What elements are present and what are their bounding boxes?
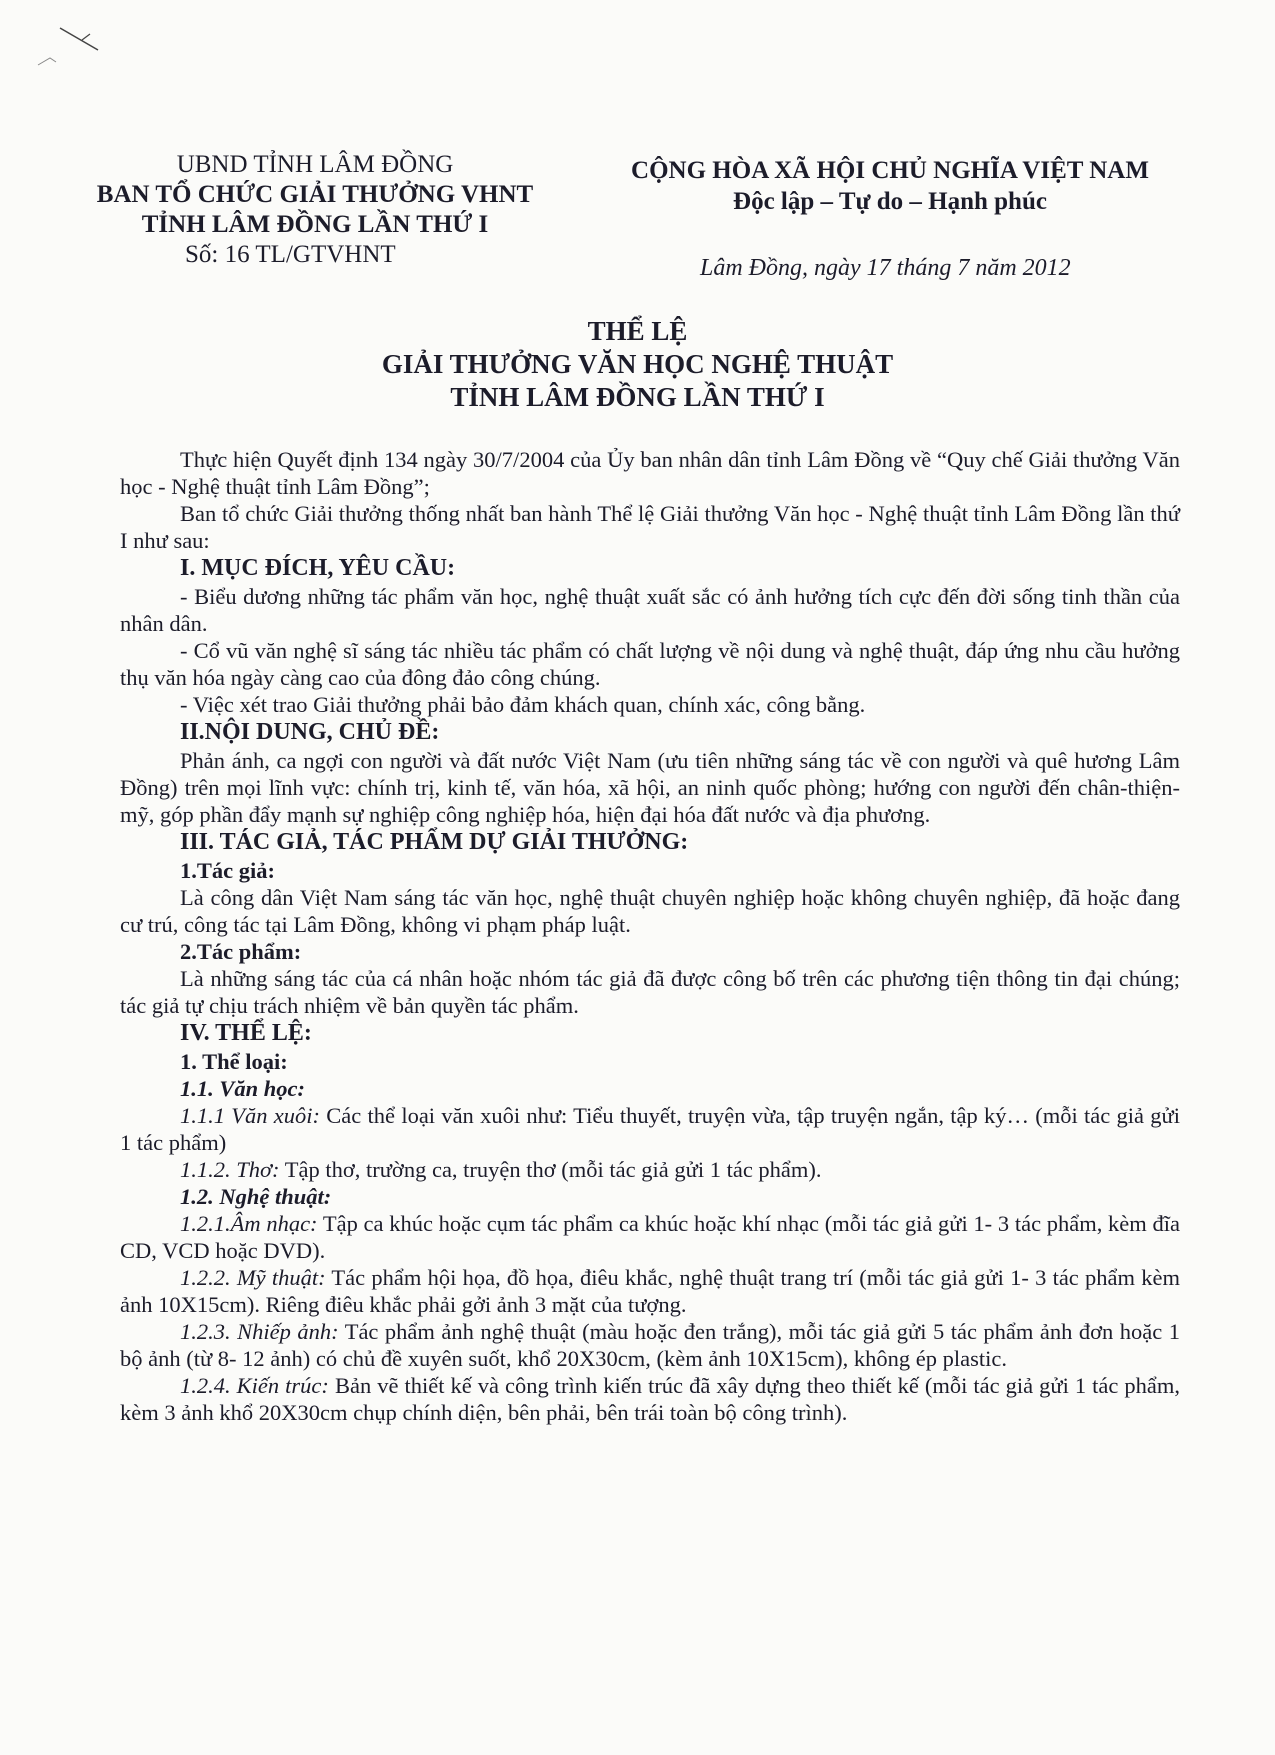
section-1-bullet-3: - Việc xét trao Giải thưởng phải bảo đảm khách quan, chính xác, công bằng. (180, 692, 866, 717)
document-title-line-2: GIẢI THƯỞNG VĂN HỌC NGHỆ THUẬT (381, 349, 894, 379)
item-1-1-2 (120, 1156, 1180, 1183)
item-1-2-3-text: Tác phẩm ảnh nghệ thuật (màu hoặc đen trắng), mỗi tác giả gửi 5 tác phẩm ảnh đơn hoặc 1 bộ ảnh (từ 8- 12 ảnh) có chủ đề xuyên suốt, khổ 20X30cm, (kèm ảnh 10X15cm), không ép plastic. (120, 1319, 1180, 1371)
issuing-agency-block (70, 150, 560, 270)
document-title-line-3: TỈNH LÂM ĐỒNG LẦN THỨ I (450, 382, 825, 412)
item-1-2-4-text: Bản vẽ thiết kế và công trình kiến trúc đã xây dựng theo thiết kế (mỗi tác giả gửi 1 tác phẩm, kèm 3 ảnh khổ 20X30cm chụp chính diện, bên phải, bên trái toàn bộ công trình). (120, 1373, 1180, 1425)
document-number: Số: 16 TL/GTVHNT (185, 241, 396, 268)
section-1-bullet-1: - Biểu dương những tác phẩm văn học, nghệ thuật xuất sắc có ảnh hưởng tích cực đến đời sống tinh thần của nhân dân. (120, 584, 1180, 636)
document-title-line-1: THỂ LỆ (587, 316, 688, 346)
item-1-1-2-label: 1.1.2. Thơ: (180, 1157, 280, 1182)
intro-paragraph-1: Thực hiện Quyết định 134 ngày 30/7/2004 của Ủy ban nhân dân tỉnh Lâm Đồng về “Quy chế Giải thưởng Văn học - Nghệ thuật tỉnh Lâm Đồng”; (120, 447, 1180, 499)
national-motto: Độc lập – Tự do – Hạnh phúc (733, 188, 1047, 215)
national-header-block (590, 155, 1190, 217)
item-1-2-4-label: 1.2.4. Kiến trúc: (180, 1373, 329, 1398)
item-1-1-1 (120, 1102, 1180, 1156)
section-3-heading: III. TÁC GIẢ, TÁC PHẨM DỰ GIẢI THƯỞNG: (180, 829, 689, 855)
item-1-2-3 (120, 1318, 1180, 1372)
intro-paragraph-2: Ban tổ chức Giải thưởng thống nhất ban hành Thể lệ Giải thưởng Văn học - Nghệ thuật tỉnh Lâm Đồng lần thứ I như sau: (120, 501, 1180, 553)
section-2-heading: II.NỘI DUNG, CHỦ ĐỀ: (180, 719, 440, 745)
item-1-2-2 (120, 1264, 1180, 1318)
section-2-paragraph: Phản ánh, ca ngợi con người và đất nước Việt Nam (ưu tiên những sáng tác về con người và quê hương Lâm Đồng) trên mọi lĩnh vực: chính trị, kinh tế, văn hóa, xã hội, an ninh quốc phòng; hướng con người đến chân-thiện-mỹ, góp phần đẩy mạnh sự nghiệp công nghiệp hóa, hiện đại hóa đất nước và địa phương. (120, 748, 1180, 827)
item-1-2-3-label: 1.2.3. Nhiếp ảnh: (180, 1319, 339, 1344)
section-1-bullet-2: - Cổ vũ văn nghệ sĩ sáng tác nhiều tác phẩm có chất lượng về nội dung và nghệ thuật, đáp ứng nhu cầu hưởng thụ văn hóa ngày càng cao của đông đảo công chúng. (120, 638, 1180, 690)
section-3-sub-1-text: Là công dân Việt Nam sáng tác văn học, nghệ thuật chuyên nghiệp hoặc không chuyên nghiệp, đã hoặc đang cư trú, công tác tại Lâm Đồng, không vi phạm pháp luật. (120, 885, 1180, 937)
pen-mark-icon (30, 10, 120, 70)
item-1-2-4 (120, 1372, 1180, 1426)
item-1-1-1-label: 1.1.1 Văn xuôi: (180, 1103, 321, 1128)
item-1-1-2-text: Tập thơ, trường ca, truyện thơ (mỗi tác giả gửi 1 tác phẩm). (279, 1157, 822, 1182)
document-date: Lâm Đồng, ngày 17 tháng 7 năm 2012 (700, 255, 1071, 281)
section-3-sub-1-heading: 1.Tác giả: (180, 858, 275, 883)
agency-line-1: UBND TỈNH LÂM ĐỒNG (176, 151, 454, 178)
section-4-literature-heading: 1.1. Văn học: (180, 1076, 306, 1101)
country-name: CỘNG HÒA XÃ HỘI CHỦ NGHĨA VIỆT NAM (631, 157, 1149, 184)
item-1-2-1-label: 1.2.1.Âm nhạc: (180, 1211, 318, 1236)
item-1-2-1 (120, 1210, 1180, 1264)
section-4-arts-heading: 1.2. Nghệ thuật: (180, 1184, 332, 1209)
item-1-2-2-text: Tác phẩm hội họa, đồ họa, điêu khắc, nghệ thuật trang trí (mỗi tác giả gửi 1- 3 tác phẩm kèm ảnh 10X15cm). Riêng điêu khắc phải gởi ảnh 3 mặt của tượng. (120, 1265, 1180, 1317)
section-3-sub-2-heading: 2.Tác phẩm: (180, 939, 302, 964)
section-3-sub-2-text: Là những sáng tác của cá nhân hoặc nhóm tác giả đã được công bố trên các phương tiện thông tin đại chúng; tác giả tự chịu trách nhiệm về bản quyền tác phẩm. (120, 966, 1180, 1018)
section-4-heading: IV. THỂ LỆ: (180, 1020, 312, 1046)
section-1-heading: I. MỤC ĐÍCH, YÊU CẦU: (180, 555, 456, 581)
document-body (120, 446, 1180, 1426)
section-4-sub-1-heading: 1. Thể loại: (180, 1049, 288, 1074)
item-1-2-1-text: Tập ca khúc hoặc cụm tác phẩm ca khúc hoặc khí nhạc (mỗi tác giả gửi 1- 3 tác phẩm, kèm đĩa CD, VCD hoặc DVD). (120, 1211, 1180, 1263)
item-1-1-1-text: Các thể loại văn xuôi như: Tiểu thuyết, truyện vừa, tập truyện ngắn, tập ký… (mỗi tác giả gửi 1 tác phẩm) (120, 1103, 1180, 1155)
agency-line-3: TỈNH LÂM ĐỒNG LẦN THỨ I (141, 211, 489, 238)
agency-line-2: BAN TỔ CHỨC GIẢI THƯỞNG VHNT (96, 181, 534, 208)
item-1-2-2-label: 1.2.2. Mỹ thuật: (180, 1265, 326, 1290)
